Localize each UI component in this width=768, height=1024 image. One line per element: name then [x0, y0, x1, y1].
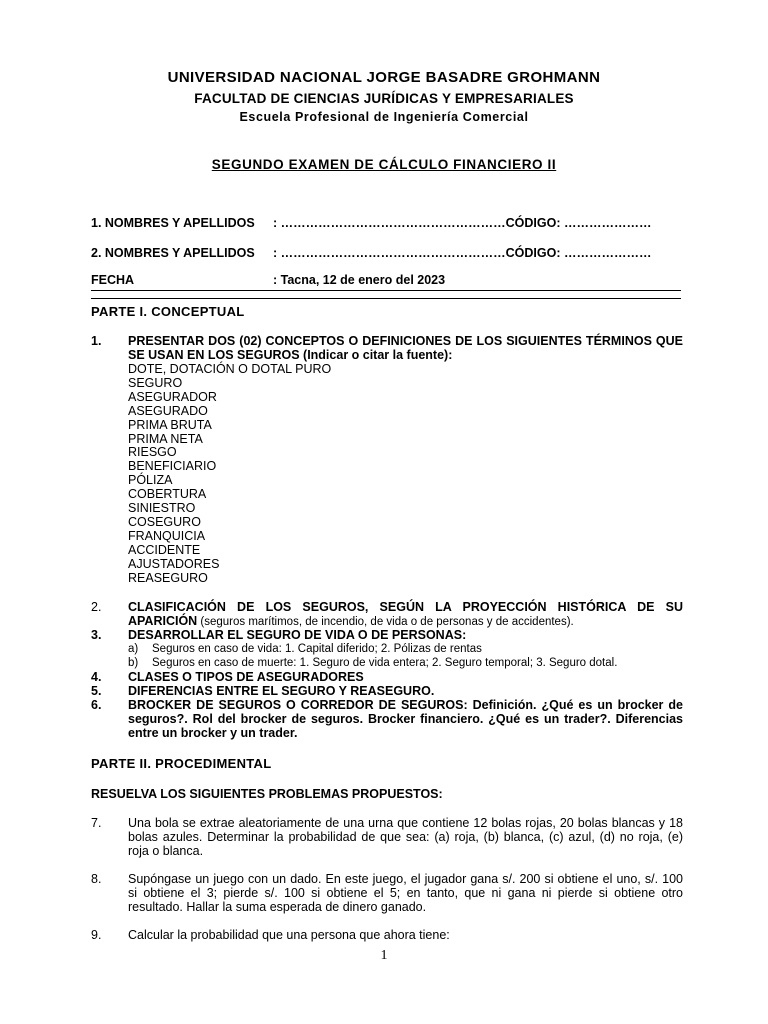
- question-8-text: Supóngase un juego con un dado. En este juego, el jugador gana s/. 200 si obtiene el uno, s/. 100 si obtiene el 3; pierde s/. 100 si obtiene el 5; en tanto, que ni gana ni pierde si obtiene otro resultado. Hallar la suma esperada de dinero ganado.: [128, 872, 683, 914]
- term-item: BENEFICIARIO: [128, 459, 217, 474]
- student2-row: [91, 246, 651, 260]
- question-7: [91, 816, 683, 858]
- term-item: SINIESTRO: [128, 501, 196, 516]
- student1-label: 1. NOMBRES Y APELLIDOS: [91, 216, 255, 230]
- part2-title: PARTE II. PROCEDIMENTAL: [91, 756, 272, 771]
- question-3-item-b: [128, 656, 617, 670]
- question-1-text: PRESENTAR DOS (02) CONCEPTOS O DEFINICIONES DE LOS SIGUIENTES TÉRMINOS QUE SE USAN EN LOS SEGUROS (Indicar o citar la fuente):: [128, 334, 683, 362]
- term-item: PRIMA BRUTA: [128, 417, 212, 432]
- term-item: SEGURO: [128, 375, 183, 390]
- term-item: COBERTURA: [128, 487, 207, 502]
- question-1: [91, 334, 683, 362]
- date-row: [91, 273, 445, 287]
- question-2-note: (seguros marítimos, de incendio, de vida o de personas y de accidentes).: [197, 616, 574, 628]
- question-1-number: 1.: [91, 334, 102, 348]
- term-item: RIESGO: [128, 445, 177, 460]
- student1-value: : ………………………………………………CÓDIGO: …………………: [273, 216, 652, 230]
- question-7-number: 7.: [91, 816, 102, 830]
- term-item: FRANQUICIA: [128, 528, 206, 543]
- item-a-label: a): [128, 643, 139, 655]
- term-item: COSEGURO: [128, 514, 201, 529]
- question-4-text: CLASES O TIPOS DE ASEGURADORES: [128, 670, 364, 684]
- question-6: [91, 698, 683, 740]
- question-3-item-a: [128, 642, 482, 656]
- question-8: [91, 872, 683, 914]
- question-2-number: 2.: [91, 600, 102, 614]
- question-5-number: 5.: [91, 684, 102, 698]
- term-item: ACCIDENTE: [128, 542, 201, 557]
- term-item: ASEGURADO: [128, 403, 208, 418]
- term-item: ASEGURADOR: [128, 389, 217, 404]
- question-8-number: 8.: [91, 872, 102, 886]
- item-b-label: b): [128, 657, 139, 669]
- faculty-name: FACULTAD DE CIENCIAS JURÍDICAS Y EMPRESARIALES: [194, 91, 574, 106]
- school-name: Escuela Profesional de Ingeniería Comercial: [239, 110, 529, 124]
- term-item: PRIMA NETA: [128, 431, 203, 446]
- university-name: UNIVERSIDAD NACIONAL JORGE BASADRE GROHMANN: [167, 69, 601, 86]
- question-3-text: DESARROLLAR EL SEGURO DE VIDA O DE PERSONAS:: [128, 628, 467, 642]
- question-5-text: DIFERENCIAS ENTRE EL SEGURO Y REASEGURO.: [128, 684, 435, 698]
- student2-value: : ………………………………………………CÓDIGO: …………………: [273, 246, 652, 260]
- question-3: [91, 628, 683, 642]
- item-a-text: Seguros en caso de vida: 1. Capital diferido; 2. Pólizas de rentas: [152, 643, 482, 655]
- question-2: [91, 600, 683, 629]
- date-value: : Tacna, 12 de enero del 2023: [273, 273, 446, 287]
- question-9-text: Calcular la probabilidad que una persona que ahora tiene:: [128, 928, 450, 942]
- question-5: [91, 684, 683, 698]
- double-rule-divider: [91, 290, 681, 299]
- question-3-number: 3.: [91, 628, 102, 642]
- question-6-number: 6.: [91, 698, 102, 712]
- question-2-text: CLASIFICACIÓN DE LOS SEGUROS, SEGÚN LA PROYECCIÓN HISTÓRICA DE SU APARICIÓN: [128, 600, 683, 628]
- item-b-text: Seguros en caso de muerte: 1. Seguro de vida entera; 2. Seguro temporal; 3. Seguro dotal.: [152, 657, 618, 669]
- question-4: [91, 670, 683, 684]
- term-item: AJUSTADORES: [128, 556, 220, 571]
- student2-label: 2. NOMBRES Y APELLIDOS: [91, 246, 255, 260]
- question-9: [91, 928, 683, 942]
- part1-title: PARTE I. CONCEPTUAL: [91, 304, 245, 319]
- term-item: DOTE, DOTACIÓN O DOTAL PURO: [128, 362, 332, 376]
- term-item: REASEGURO: [128, 570, 208, 585]
- page-number: 1: [380, 948, 388, 963]
- question-6-text: BROCKER DE SEGUROS O CORREDOR DE SEGUROS: Definición. ¿Qué es un brocker de seguros?. Rol del brocker de seguros. Brocker financiero. ¿Qué es un trader?. Diferencias entre un brocker y un trader.: [128, 698, 683, 740]
- question-9-number: 9.: [91, 928, 102, 942]
- student1-row: [91, 216, 651, 230]
- question-7-text: Una bola se extrae aleatoriamente de una urna que contiene 12 bolas rojas, 20 bolas blancas y 18 bolas azules. Determinar la probabilidad de que sea: (a) roja, (b) blanca, (c) azul, (d) no roja, (e) roja o blanca.: [128, 816, 683, 858]
- exam-title: SEGUNDO EXAMEN DE CÁLCULO FINANCIERO II: [211, 157, 557, 172]
- part2-instruction: RESUELVA LOS SIGUIENTES PROBLEMAS PROPUESTOS:: [91, 787, 443, 801]
- terms-list: [128, 363, 331, 586]
- date-label: FECHA: [91, 273, 135, 287]
- term-item: PÓLIZA: [128, 473, 173, 488]
- question-4-number: 4.: [91, 670, 102, 684]
